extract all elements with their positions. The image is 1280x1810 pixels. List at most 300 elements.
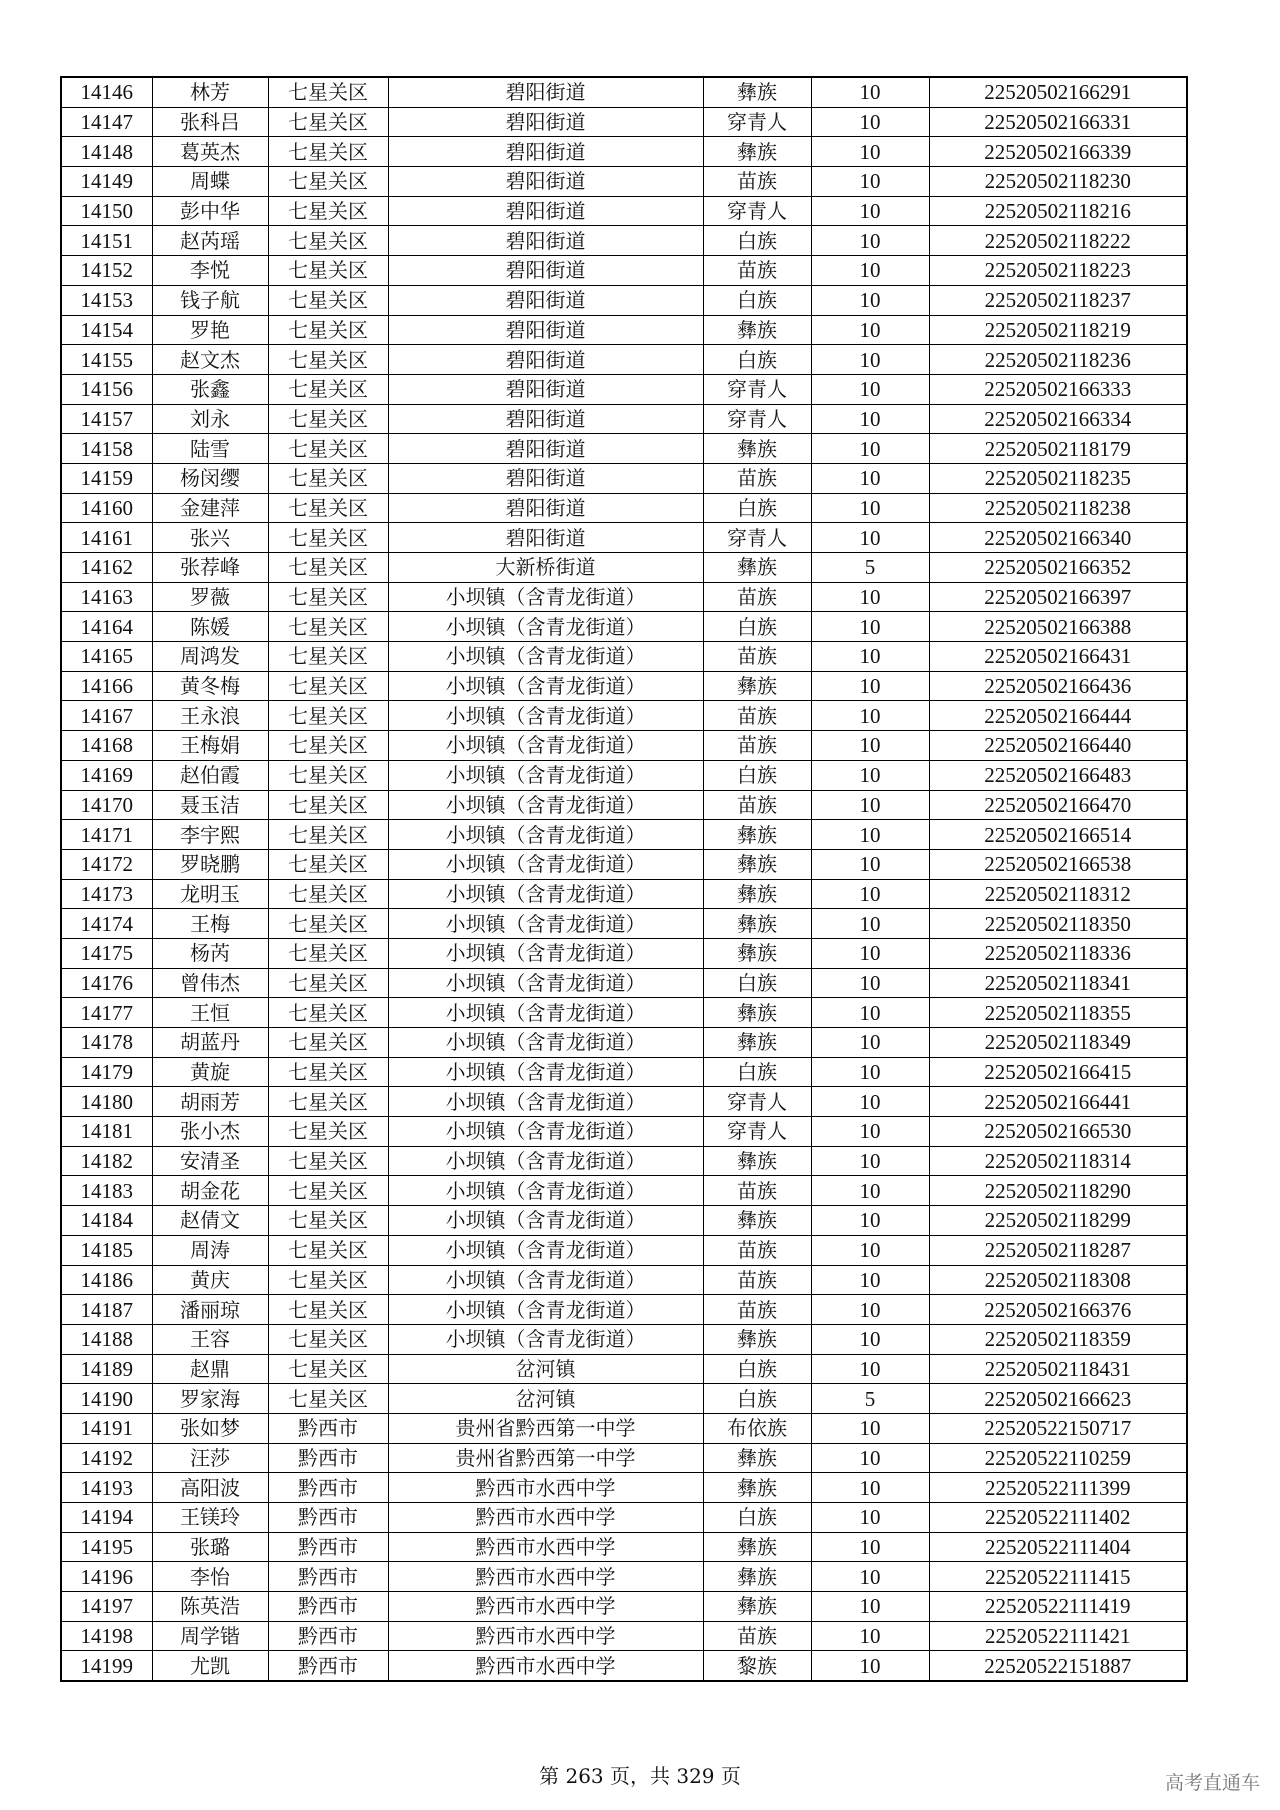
school-or-street-cell: 黔西市水西中学 xyxy=(388,1592,703,1622)
bonus-points-cell: 10 xyxy=(811,315,929,345)
school-or-street-cell: 小坝镇（含青龙街道） xyxy=(388,1176,703,1206)
bonus-points-cell: 10 xyxy=(811,374,929,404)
student-name-cell: 王镁玲 xyxy=(152,1503,268,1533)
table-row xyxy=(61,1087,1187,1117)
student-name-cell: 赵文杰 xyxy=(152,345,268,375)
ethnicity-cell: 穿青人 xyxy=(703,374,811,404)
bonus-points-cell: 5 xyxy=(811,1384,929,1414)
serial-number-cell: 14172 xyxy=(61,849,152,879)
exam-number-cell: 22520502166415 xyxy=(929,1057,1187,1087)
bonus-points-cell: 10 xyxy=(811,493,929,523)
table-row xyxy=(61,107,1187,137)
ethnicity-cell: 彝族 xyxy=(703,849,811,879)
student-name-cell: 尤凯 xyxy=(152,1651,268,1681)
table-row xyxy=(61,909,1187,939)
ethnicity-cell: 彝族 xyxy=(703,1206,811,1236)
student-name-cell: 赵芮瑶 xyxy=(152,226,268,256)
student-name-cell: 金建萍 xyxy=(152,493,268,523)
serial-number-cell: 14179 xyxy=(61,1057,152,1087)
district-cell: 七星关区 xyxy=(268,998,388,1028)
school-or-street-cell: 黔西市水西中学 xyxy=(388,1651,703,1681)
student-name-cell: 龙明玉 xyxy=(152,879,268,909)
school-or-street-cell: 小坝镇（含青龙街道） xyxy=(388,671,703,701)
student-name-cell: 王恒 xyxy=(152,998,268,1028)
serial-number-cell: 14195 xyxy=(61,1532,152,1562)
bonus-points-cell: 10 xyxy=(811,196,929,226)
school-or-street-cell: 小坝镇（含青龙街道） xyxy=(388,820,703,850)
bonus-points-cell: 10 xyxy=(811,1146,929,1176)
table-row xyxy=(61,1028,1187,1058)
school-or-street-cell: 小坝镇（含青龙街道） xyxy=(388,1087,703,1117)
bonus-points-cell: 10 xyxy=(811,77,929,107)
ethnicity-cell: 彝族 xyxy=(703,1443,811,1473)
table-row xyxy=(61,1621,1187,1651)
bonus-points-cell: 10 xyxy=(811,1028,929,1058)
ethnicity-cell: 彝族 xyxy=(703,434,811,464)
student-name-cell: 刘永 xyxy=(152,404,268,434)
school-or-street-cell: 黔西市水西中学 xyxy=(388,1621,703,1651)
district-cell: 七星关区 xyxy=(268,1146,388,1176)
bonus-points-cell: 10 xyxy=(811,1354,929,1384)
ethnicity-cell: 彝族 xyxy=(703,998,811,1028)
serial-number-cell: 14157 xyxy=(61,404,152,434)
student-name-cell: 赵伯霞 xyxy=(152,760,268,790)
district-cell: 七星关区 xyxy=(268,1028,388,1058)
district-cell: 黔西市 xyxy=(268,1651,388,1681)
ethnicity-cell: 白族 xyxy=(703,285,811,315)
bonus-points-cell: 10 xyxy=(811,1265,929,1295)
serial-number-cell: 14164 xyxy=(61,612,152,642)
exam-number-cell: 22520502166530 xyxy=(929,1117,1187,1147)
district-cell: 七星关区 xyxy=(268,701,388,731)
exam-number-cell: 22520502118308 xyxy=(929,1265,1187,1295)
district-cell: 七星关区 xyxy=(268,760,388,790)
serial-number-cell: 14198 xyxy=(61,1621,152,1651)
exam-number-cell: 22520502166623 xyxy=(929,1384,1187,1414)
table-row xyxy=(61,404,1187,434)
table-row xyxy=(61,612,1187,642)
table-row xyxy=(61,1473,1187,1503)
ethnicity-cell: 苗族 xyxy=(703,1235,811,1265)
exam-number-cell: 22520502166376 xyxy=(929,1295,1187,1325)
bonus-points-cell: 10 xyxy=(811,1562,929,1592)
bonus-points-cell: 10 xyxy=(811,137,929,167)
school-or-street-cell: 小坝镇（含青龙街道） xyxy=(388,1235,703,1265)
ethnicity-cell: 彝族 xyxy=(703,671,811,701)
serial-number-cell: 14147 xyxy=(61,107,152,137)
table-row xyxy=(61,137,1187,167)
table-row xyxy=(61,731,1187,761)
student-name-cell: 胡蓝丹 xyxy=(152,1028,268,1058)
ethnicity-cell: 彝族 xyxy=(703,1146,811,1176)
school-or-street-cell: 碧阳街道 xyxy=(388,523,703,553)
ethnicity-cell: 彝族 xyxy=(703,1324,811,1354)
ethnicity-cell: 苗族 xyxy=(703,1295,811,1325)
ethnicity-cell: 白族 xyxy=(703,1057,811,1087)
ethnicity-cell: 穿青人 xyxy=(703,1117,811,1147)
serial-number-cell: 14154 xyxy=(61,315,152,345)
exam-number-cell: 22520502118350 xyxy=(929,909,1187,939)
table-row xyxy=(61,256,1187,286)
student-name-cell: 周蝶 xyxy=(152,167,268,197)
serial-number-cell: 14165 xyxy=(61,642,152,672)
district-cell: 黔西市 xyxy=(268,1443,388,1473)
table-row xyxy=(61,167,1187,197)
school-or-street-cell: 黔西市水西中学 xyxy=(388,1503,703,1533)
exam-number-cell: 22520502166397 xyxy=(929,582,1187,612)
exam-number-cell: 22520502118341 xyxy=(929,968,1187,998)
table-row xyxy=(61,1592,1187,1622)
table-row xyxy=(61,1413,1187,1443)
school-or-street-cell: 碧阳街道 xyxy=(388,226,703,256)
student-name-cell: 王永浪 xyxy=(152,701,268,731)
school-or-street-cell: 碧阳街道 xyxy=(388,345,703,375)
district-cell: 黔西市 xyxy=(268,1562,388,1592)
district-cell: 七星关区 xyxy=(268,820,388,850)
school-or-street-cell: 大新桥街道 xyxy=(388,553,703,583)
table-row xyxy=(61,226,1187,256)
serial-number-cell: 14193 xyxy=(61,1473,152,1503)
table-row xyxy=(61,582,1187,612)
student-name-cell: 张科吕 xyxy=(152,107,268,137)
serial-number-cell: 14156 xyxy=(61,374,152,404)
student-name-cell: 罗晓鹏 xyxy=(152,849,268,879)
exam-number-cell: 22520502118216 xyxy=(929,196,1187,226)
serial-number-cell: 14177 xyxy=(61,998,152,1028)
table-row xyxy=(61,1235,1187,1265)
exam-number-cell: 22520502166339 xyxy=(929,137,1187,167)
table-row xyxy=(61,849,1187,879)
table-row xyxy=(61,285,1187,315)
serial-number-cell: 14186 xyxy=(61,1265,152,1295)
table-row xyxy=(61,671,1187,701)
exam-number-cell: 22520522110259 xyxy=(929,1443,1187,1473)
student-name-cell: 周学锴 xyxy=(152,1621,268,1651)
district-cell: 七星关区 xyxy=(268,374,388,404)
school-or-street-cell: 碧阳街道 xyxy=(388,196,703,226)
exam-number-cell: 22520502166331 xyxy=(929,107,1187,137)
bonus-points-cell: 10 xyxy=(811,285,929,315)
school-or-street-cell: 小坝镇（含青龙街道） xyxy=(388,790,703,820)
serial-number-cell: 14171 xyxy=(61,820,152,850)
school-or-street-cell: 小坝镇（含青龙街道） xyxy=(388,1206,703,1236)
student-name-cell: 潘丽琼 xyxy=(152,1295,268,1325)
ethnicity-cell: 苗族 xyxy=(703,1265,811,1295)
school-or-street-cell: 碧阳街道 xyxy=(388,256,703,286)
ethnicity-cell: 彝族 xyxy=(703,879,811,909)
table-row xyxy=(61,77,1187,107)
student-name-cell: 李悦 xyxy=(152,256,268,286)
school-or-street-cell: 碧阳街道 xyxy=(388,374,703,404)
exam-number-cell: 22520522151887 xyxy=(929,1651,1187,1681)
student-name-cell: 安清圣 xyxy=(152,1146,268,1176)
bonus-points-cell: 10 xyxy=(811,1503,929,1533)
bonus-points-cell: 10 xyxy=(811,167,929,197)
serial-number-cell: 14151 xyxy=(61,226,152,256)
school-or-street-cell: 小坝镇（含青龙街道） xyxy=(388,642,703,672)
serial-number-cell: 14175 xyxy=(61,938,152,968)
serial-number-cell: 14168 xyxy=(61,731,152,761)
serial-number-cell: 14188 xyxy=(61,1324,152,1354)
ethnicity-cell: 彝族 xyxy=(703,909,811,939)
exam-number-cell: 22520502118223 xyxy=(929,256,1187,286)
student-name-cell: 高阳波 xyxy=(152,1473,268,1503)
serial-number-cell: 14153 xyxy=(61,285,152,315)
bonus-points-cell: 10 xyxy=(811,1176,929,1206)
serial-number-cell: 14197 xyxy=(61,1592,152,1622)
ethnicity-cell: 彝族 xyxy=(703,820,811,850)
serial-number-cell: 14161 xyxy=(61,523,152,553)
bonus-points-cell: 10 xyxy=(811,1532,929,1562)
exam-number-cell: 22520502166291 xyxy=(929,77,1187,107)
table-row xyxy=(61,196,1187,226)
page-number: 第 263 页，共 329 页 xyxy=(539,1764,741,1788)
district-cell: 七星关区 xyxy=(268,523,388,553)
bonus-points-cell: 10 xyxy=(811,731,929,761)
exam-number-cell: 22520502166333 xyxy=(929,374,1187,404)
ethnicity-cell: 白族 xyxy=(703,968,811,998)
table-row xyxy=(61,374,1187,404)
school-or-street-cell: 小坝镇（含青龙街道） xyxy=(388,731,703,761)
exam-number-cell: 22520502118235 xyxy=(929,463,1187,493)
ethnicity-cell: 苗族 xyxy=(703,642,811,672)
ethnicity-cell: 苗族 xyxy=(703,167,811,197)
student-name-cell: 陈英浩 xyxy=(152,1592,268,1622)
serial-number-cell: 14176 xyxy=(61,968,152,998)
bonus-points-cell: 10 xyxy=(811,1324,929,1354)
student-name-cell: 张鑫 xyxy=(152,374,268,404)
serial-number-cell: 14194 xyxy=(61,1503,152,1533)
bonus-points-cell: 10 xyxy=(811,820,929,850)
student-name-cell: 王梅 xyxy=(152,909,268,939)
bonus-points-cell: 10 xyxy=(811,1087,929,1117)
school-or-street-cell: 碧阳街道 xyxy=(388,315,703,345)
bonus-points-cell: 10 xyxy=(811,1206,929,1236)
table-row xyxy=(61,1206,1187,1236)
school-or-street-cell: 小坝镇（含青龙街道） xyxy=(388,1057,703,1087)
district-cell: 七星关区 xyxy=(268,315,388,345)
ethnicity-cell: 苗族 xyxy=(703,731,811,761)
school-or-street-cell: 贵州省黔西第一中学 xyxy=(388,1443,703,1473)
district-cell: 七星关区 xyxy=(268,285,388,315)
student-name-cell: 李怡 xyxy=(152,1562,268,1592)
exam-number-cell: 22520502118236 xyxy=(929,345,1187,375)
school-or-street-cell: 小坝镇（含青龙街道） xyxy=(388,909,703,939)
ethnicity-cell: 穿青人 xyxy=(703,404,811,434)
table-row xyxy=(61,968,1187,998)
school-or-street-cell: 碧阳街道 xyxy=(388,404,703,434)
district-cell: 七星关区 xyxy=(268,1384,388,1414)
school-or-street-cell: 小坝镇（含青龙街道） xyxy=(388,938,703,968)
student-name-cell: 王容 xyxy=(152,1324,268,1354)
exam-number-cell: 22520502118359 xyxy=(929,1324,1187,1354)
school-or-street-cell: 岔河镇 xyxy=(388,1354,703,1384)
school-or-street-cell: 小坝镇（含青龙街道） xyxy=(388,1265,703,1295)
serial-number-cell: 14152 xyxy=(61,256,152,286)
bonus-points-cell: 10 xyxy=(811,1413,929,1443)
student-name-cell: 张璐 xyxy=(152,1532,268,1562)
bonus-points-cell: 10 xyxy=(811,404,929,434)
exam-number-cell: 22520502166388 xyxy=(929,612,1187,642)
ethnicity-cell: 穿青人 xyxy=(703,523,811,553)
ethnicity-cell: 苗族 xyxy=(703,1621,811,1651)
district-cell: 黔西市 xyxy=(268,1592,388,1622)
serial-number-cell: 14169 xyxy=(61,760,152,790)
bonus-points-cell: 10 xyxy=(811,345,929,375)
district-cell: 七星关区 xyxy=(268,345,388,375)
exam-number-cell: 22520502118222 xyxy=(929,226,1187,256)
student-name-cell: 张如梦 xyxy=(152,1413,268,1443)
district-cell: 七星关区 xyxy=(268,1235,388,1265)
exam-number-cell: 22520522111419 xyxy=(929,1592,1187,1622)
bonus-points-cell: 10 xyxy=(811,1295,929,1325)
table-row xyxy=(61,790,1187,820)
district-cell: 七星关区 xyxy=(268,256,388,286)
table-row xyxy=(61,1503,1187,1533)
table-row xyxy=(61,1651,1187,1681)
school-or-street-cell: 黔西市水西中学 xyxy=(388,1562,703,1592)
student-name-cell: 杨芮 xyxy=(152,938,268,968)
serial-number-cell: 14162 xyxy=(61,553,152,583)
student-name-cell: 聂玉洁 xyxy=(152,790,268,820)
exam-number-cell: 22520502166431 xyxy=(929,642,1187,672)
serial-number-cell: 14190 xyxy=(61,1384,152,1414)
exam-number-cell: 22520502118237 xyxy=(929,285,1187,315)
table-row xyxy=(61,315,1187,345)
student-name-cell: 曾伟杰 xyxy=(152,968,268,998)
exam-number-cell: 22520502166444 xyxy=(929,701,1187,731)
exam-number-cell: 22520502118336 xyxy=(929,938,1187,968)
school-or-street-cell: 小坝镇（含青龙街道） xyxy=(388,760,703,790)
table-row xyxy=(61,434,1187,464)
student-name-cell: 张兴 xyxy=(152,523,268,553)
table-row xyxy=(61,1295,1187,1325)
table-row xyxy=(61,879,1187,909)
school-or-street-cell: 贵州省黔西第一中学 xyxy=(388,1413,703,1443)
bonus-points-cell: 10 xyxy=(811,1592,929,1622)
table-row xyxy=(61,463,1187,493)
school-or-street-cell: 碧阳街道 xyxy=(388,434,703,464)
student-name-cell: 彭中华 xyxy=(152,196,268,226)
school-or-street-cell: 碧阳街道 xyxy=(388,107,703,137)
district-cell: 七星关区 xyxy=(268,968,388,998)
district-cell: 黔西市 xyxy=(268,1532,388,1562)
ethnicity-cell: 白族 xyxy=(703,1384,811,1414)
school-or-street-cell: 小坝镇（含青龙街道） xyxy=(388,1117,703,1147)
ethnicity-cell: 白族 xyxy=(703,493,811,523)
student-name-cell: 罗艳 xyxy=(152,315,268,345)
ethnicity-cell: 彝族 xyxy=(703,77,811,107)
exam-number-cell: 22520502166483 xyxy=(929,760,1187,790)
bonus-points-cell: 10 xyxy=(811,909,929,939)
district-cell: 七星关区 xyxy=(268,879,388,909)
bonus-points-cell: 10 xyxy=(811,642,929,672)
bonus-points-cell: 10 xyxy=(811,1651,929,1681)
school-or-street-cell: 小坝镇（含青龙街道） xyxy=(388,612,703,642)
district-cell: 黔西市 xyxy=(268,1621,388,1651)
school-or-street-cell: 小坝镇（含青龙街道） xyxy=(388,879,703,909)
school-or-street-cell: 岔河镇 xyxy=(388,1384,703,1414)
district-cell: 七星关区 xyxy=(268,1295,388,1325)
bonus-points-cell: 10 xyxy=(811,849,929,879)
exam-number-cell: 22520502166334 xyxy=(929,404,1187,434)
student-name-cell: 黄旋 xyxy=(152,1057,268,1087)
district-cell: 七星关区 xyxy=(268,167,388,197)
bonus-points-cell: 10 xyxy=(811,256,929,286)
table-row xyxy=(61,1146,1187,1176)
serial-number-cell: 14199 xyxy=(61,1651,152,1681)
serial-number-cell: 14185 xyxy=(61,1235,152,1265)
school-or-street-cell: 碧阳街道 xyxy=(388,493,703,523)
roster-table xyxy=(60,76,1188,1682)
exam-number-cell: 22520502118238 xyxy=(929,493,1187,523)
bonus-points-cell: 10 xyxy=(811,107,929,137)
bonus-points-cell: 10 xyxy=(811,226,929,256)
school-or-street-cell: 碧阳街道 xyxy=(388,77,703,107)
student-name-cell: 葛英杰 xyxy=(152,137,268,167)
exam-number-cell: 22520522111415 xyxy=(929,1562,1187,1592)
table-row xyxy=(61,1265,1187,1295)
student-name-cell: 林芳 xyxy=(152,77,268,107)
district-cell: 七星关区 xyxy=(268,1087,388,1117)
exam-number-cell: 22520502118312 xyxy=(929,879,1187,909)
table-row xyxy=(61,1384,1187,1414)
exam-number-cell: 22520522111404 xyxy=(929,1532,1187,1562)
bonus-points-cell: 10 xyxy=(811,998,929,1028)
bonus-points-cell: 10 xyxy=(811,1057,929,1087)
watermark: 高考直通车 xyxy=(1164,1772,1260,1794)
exam-number-cell: 22520502166352 xyxy=(929,553,1187,583)
table-row xyxy=(61,1354,1187,1384)
district-cell: 七星关区 xyxy=(268,77,388,107)
table-row xyxy=(61,1562,1187,1592)
exam-number-cell: 22520502166441 xyxy=(929,1087,1187,1117)
serial-number-cell: 14173 xyxy=(61,879,152,909)
exam-number-cell: 22520502118349 xyxy=(929,1028,1187,1058)
school-or-street-cell: 小坝镇（含青龙街道） xyxy=(388,849,703,879)
serial-number-cell: 14167 xyxy=(61,701,152,731)
serial-number-cell: 14196 xyxy=(61,1562,152,1592)
exam-number-cell: 22520522150717 xyxy=(929,1413,1187,1443)
ethnicity-cell: 穿青人 xyxy=(703,196,811,226)
district-cell: 黔西市 xyxy=(268,1503,388,1533)
serial-number-cell: 14149 xyxy=(61,167,152,197)
table-row xyxy=(61,1443,1187,1473)
district-cell: 七星关区 xyxy=(268,404,388,434)
exam-number-cell: 22520522111421 xyxy=(929,1621,1187,1651)
district-cell: 七星关区 xyxy=(268,731,388,761)
serial-number-cell: 14148 xyxy=(61,137,152,167)
student-name-cell: 胡金花 xyxy=(152,1176,268,1206)
exam-number-cell: 22520502118287 xyxy=(929,1235,1187,1265)
ethnicity-cell: 彝族 xyxy=(703,1473,811,1503)
table-row xyxy=(61,1532,1187,1562)
student-name-cell: 杨闵缨 xyxy=(152,463,268,493)
serial-number-cell: 14174 xyxy=(61,909,152,939)
district-cell: 七星关区 xyxy=(268,196,388,226)
serial-number-cell: 14150 xyxy=(61,196,152,226)
table-row xyxy=(61,998,1187,1028)
table-row xyxy=(61,820,1187,850)
table-row xyxy=(61,523,1187,553)
bonus-points-cell: 5 xyxy=(811,553,929,583)
student-name-cell: 周鸿发 xyxy=(152,642,268,672)
student-name-cell: 张小杰 xyxy=(152,1117,268,1147)
school-or-street-cell: 小坝镇（含青龙街道） xyxy=(388,998,703,1028)
district-cell: 七星关区 xyxy=(268,849,388,879)
table-row xyxy=(61,760,1187,790)
exam-number-cell: 22520522111402 xyxy=(929,1503,1187,1533)
